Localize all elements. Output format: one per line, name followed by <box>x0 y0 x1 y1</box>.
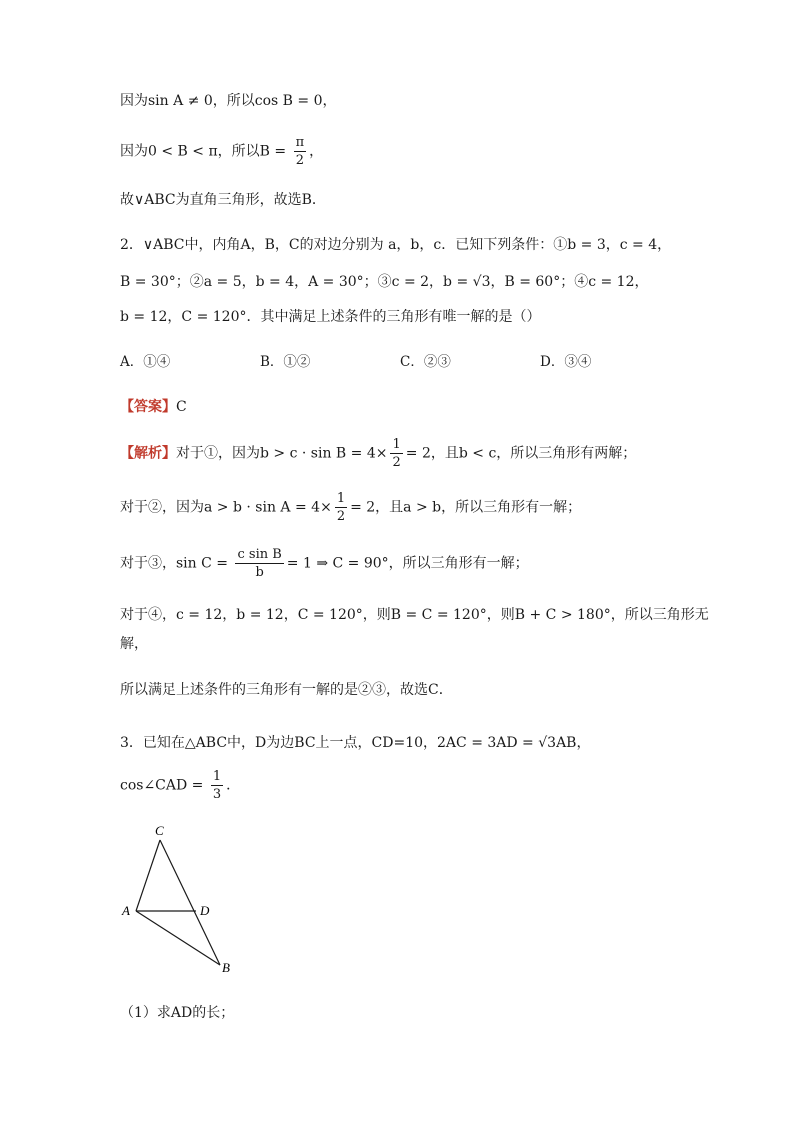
text-span: 对于①，因为b > c · sin B = 4× <box>176 445 388 462</box>
fraction <box>390 438 402 469</box>
text-span: ． <box>226 777 241 794</box>
fraction-numerator: 1 <box>392 437 401 452</box>
fraction-denominator: 2 <box>392 455 401 470</box>
analysis-line: 解， <box>120 636 148 652</box>
text-line <box>120 136 323 167</box>
point-label-b: B <box>222 960 230 975</box>
answer-tag: 【答案】 <box>120 399 176 415</box>
text-line: 因为sin A ≠ 0，所以cos B = 0， <box>120 93 337 109</box>
text-span: = 2，且a > b，所以三角形有一解； <box>350 499 582 516</box>
fraction <box>294 136 307 167</box>
fraction <box>235 548 283 579</box>
point-label-d: D <box>200 903 210 918</box>
text-span: = 2，且b < c，所以三角形有两解； <box>405 445 637 462</box>
fraction-denominator: 3 <box>212 787 222 802</box>
fraction <box>211 770 223 801</box>
question-3-line: 3．已知在△ABC中，D为边BC上一点，CD=10，2AC = 3AD = √3AB， <box>120 735 591 751</box>
answer-value: C <box>176 399 187 415</box>
choice-d: D．③④ <box>540 354 592 370</box>
analysis-line: 对于④，c = 12，b = 12，C = 120°，则B = C = 120°，则B + C > 180°，所以三角形无 <box>120 607 709 623</box>
text-span: = 1 ⇒ C = 90°，所以三角形有一解； <box>286 555 529 572</box>
question-2-line: 2．∨ABC中，内角A，B，C的对边分别为 a，b，c．已知下列条件：①b = 3，c = 4， <box>120 237 672 253</box>
fraction-numerator: 1 <box>336 491 346 506</box>
analysis-tag: 【解析】 <box>120 445 176 462</box>
question-3-line <box>120 770 240 801</box>
point-label-a: A <box>122 903 130 918</box>
question-2-line: b = 12，C = 120°．其中满足上述条件的三角形有唯一解的是（） <box>120 309 541 325</box>
question-2-line: B = 30°；②a = 5，b = 4，A = 30°；③c = 2，b = √3，B = 60°；④c = 12， <box>120 274 649 290</box>
segment-ca <box>136 840 160 911</box>
answer-line <box>120 397 187 417</box>
text-span: ， <box>309 143 324 160</box>
text-span: 对于③，sin C = <box>120 555 233 572</box>
text-span: 因为0 < B < π，所以B = <box>120 143 291 160</box>
fraction-denominator: b <box>255 565 264 580</box>
choice-b: B．①② <box>260 354 311 370</box>
choice-a: A．①④ <box>120 354 171 370</box>
triangle-figure <box>118 820 248 980</box>
choice-c: C．②③ <box>400 354 451 370</box>
fraction <box>335 492 347 523</box>
text-span: 对于②，因为a > b · sin A = 4× <box>120 499 332 516</box>
analysis-line <box>120 492 581 523</box>
fraction-numerator: 1 <box>212 769 222 784</box>
text-span: cos∠CAD = <box>120 777 208 794</box>
sub-question-1: （1）求AD的长； <box>120 1005 235 1021</box>
analysis-line <box>120 548 529 579</box>
fraction-denominator: 2 <box>295 153 304 168</box>
text-line: 故∨ABC为直角三角形，故选B． <box>120 192 326 208</box>
analysis-line <box>120 438 636 469</box>
analysis-line: 所以满足上述条件的三角形有一解的是②③，故选C． <box>120 682 453 698</box>
point-label-c: C <box>155 823 164 838</box>
fraction-numerator: π <box>295 135 305 150</box>
fraction-numerator: c sin B <box>237 547 282 562</box>
fraction-denominator: 2 <box>336 509 346 524</box>
